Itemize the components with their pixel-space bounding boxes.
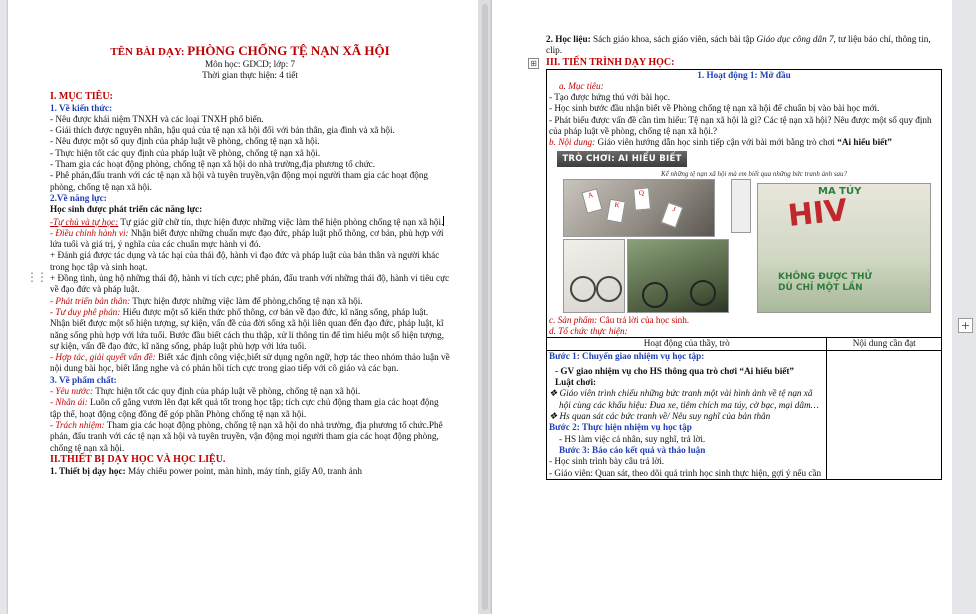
page-gap-scrollbar[interactable] [478, 0, 492, 614]
competence-item: - Hợp tác, giải quyết vấn đề: Biết xác định công việc,biết sử dụng ngôn ngữ, hợp tác theo nhóm thảo luận về nội dung bài học, biết lắng nghe và có phản hồi tích cực trong giao tiếp với cô giáo và các bạn. [50, 352, 450, 374]
knowledge-item: - Tham gia các hoạt động phòng, chống tệ nạn xã hội do nhà trường,địa phương tổ chức. [50, 159, 376, 170]
column-header-content: Nội dung cần đạt [827, 338, 942, 350]
hs-task: - HS làm việc cá nhân, suy nghĩ, trả lời. [559, 433, 706, 444]
banner-question: Kể những tệ nạn xã hội mà em biết qua những bức tranh ảnh sau? [661, 169, 848, 178]
subsection-competence: 2.Về năng lực: [50, 192, 107, 203]
rule-item: ❖ Hs quan sát các bức tranh về/ Nêu suy nghĩ của bản thân [549, 411, 771, 422]
step-2: Bước 2: Thực hiện nhiệm vụ học tập [549, 422, 692, 433]
lesson-title: TÊN BÀI DẠY: PHÒNG CHỐNG TỆ NẠN XÃ HỘI [110, 43, 390, 58]
section-objectives: I. MỤC TIÊU: [50, 90, 113, 102]
knowledge-item: - Giải thích được nguyên nhân, hậu quả của tệ nạn xã hội đối với bản thân, gia đình và xã hội. [50, 125, 395, 136]
page-2-content [546, 34, 942, 480]
competence-item: + Đồng tình, ủng hộ những thái độ, hành vi tích cực; phê phán, đấu tranh với những thái độ, hành vi tiêu cực về đạo đức và pháp luật. [50, 273, 450, 295]
activity-table [546, 69, 942, 480]
activity-cell [547, 69, 942, 338]
section-process: III. TIẾN TRÌNH DẠY HỌC: [546, 56, 675, 68]
equipment-item: 1. Thiết bị dạy học: Máy chiếu power point, màn hình, máy tính, giấy A0, tranh ảnh [50, 465, 362, 476]
step-3: Bước 3: Báo cáo kết quả và thảo luận [559, 444, 706, 455]
anti-drug-poster-image: MA TÚY HIV KHÔNG ĐƯỢC THỬ DÙ CHỈ MỘT LẦN [757, 183, 931, 313]
goal-item: - Phát biểu được vấn đề cần tìm hiểu: Tệ nạn xã hội là gì? Các tệ nạn xã hội? Nêu được một số quy định của pháp luật về phòng, chống tệ nạn xã hội.? [549, 114, 932, 137]
activity-steps-cell [547, 350, 827, 479]
page-1-content [50, 44, 450, 477]
cartoon-racing-image [563, 239, 625, 313]
cards-gambling-image: A K Q J [563, 179, 715, 237]
subsection-qualities: 3. Về phẩm chất: [50, 374, 117, 385]
card-fragment-image [731, 179, 751, 233]
quality-item: - Trách nhiệm: Tham gia các hoạt động phòng, chống tệ nạn xã hội do nhà trường, địa phương tổ chức.Phê phán, đấu tranh với các tệ nạn xã hội và tuyên truyền, vận động mọi người tham gia các hoạt động phòng, chống tệ nạn xã hội. [50, 419, 443, 453]
game-banner: TRÒ CHƠI: AI HIỂU BIẾT [557, 151, 687, 167]
knowledge-item: - Nêu được một số quy định của pháp luật về phòng, chống tệ nạn xã hội. [50, 136, 320, 147]
competence-heading: Học sinh được phát triển các năng lực: [50, 204, 203, 215]
document-page-2 [492, 0, 952, 614]
competence-item: -Tự chủ và tự học: Tự giác giữ chữ tín, thực hiện được những việc làm thể hiện phòng chống tệ nạn xã hội. [50, 216, 444, 227]
product-line: c. Sản phẩm: Câu trả lời của học sinh. [549, 314, 690, 325]
knowledge-item: - Nêu được khái niệm TNXH và các loại TNXH phổ biến. [50, 113, 264, 124]
right-margin-bar [952, 0, 976, 614]
implementation-label: d. Tổ chức thực hiện: [549, 325, 628, 336]
materials-line: 2. Học liệu: Sách giáo khoa, sách giáo viên, sách bài tập Giáo dục công dân 7, tư liệu báo chí, thông tin, clip. [546, 34, 931, 56]
quality-item: - Yêu nước: Thực hiện tốt các quy định của pháp luật về phòng, chống tệ nạn xã hội. [50, 386, 361, 397]
report-item: - Học sinh trình bày câu trả lời. [549, 456, 665, 467]
goal-label: a. Mục tiêu: [559, 80, 604, 91]
goal-item: - Học sinh bước đầu nhận biết về Phòng chống tệ nạn xã hội để chuẩn bị vào bài học mới. [549, 103, 880, 114]
quality-item: - Nhân ái: Luôn cố gắng vươn lên đạt kết quả tốt trong học tập; tích cực chủ động tham gia các hoạt động tập thể, hoạt động cộng đồng để góp phần Phòng chống tệ nạn xã hội. [50, 397, 439, 419]
subsection-knowledge: 1. Về kiến thức: [50, 102, 112, 113]
document-page-1 [8, 0, 478, 614]
knowledge-item: - Thực hiện tốt các quy định của pháp luật về phòng, chống tệ nạn xã hội. [50, 147, 321, 158]
report-item: - Giáo viên: Quan sát, theo dõi quá trình học sinh thực hiện, gợi ý nếu cần [549, 467, 822, 478]
table-move-handle-icon[interactable]: ⊞ [528, 58, 539, 69]
step-1: Bước 1: Chuyển giao nhiệm vụ học tập: [549, 350, 705, 361]
scrollbar-thumb[interactable] [482, 4, 488, 610]
drag-handle-icon[interactable]: ⋮⋮ [26, 270, 46, 284]
street-racing-image [627, 239, 729, 313]
competence-item: - Điều chỉnh hành vi: Nhận biết được những chuẩn mực đạo đức, pháp luật phổ thông, cơ bản, phù hợp với lứa tuổi và giá trị, ý nghĩa của các chuẩn mực hành vi đó. [50, 227, 444, 250]
text-cursor [443, 216, 444, 226]
add-icon[interactable]: + [958, 318, 973, 333]
competence-item: + Đánh giá được tác dụng và tác hại của thái độ, hành vi đạo đức và pháp luật của bản thân và người khác trong học tập và sinh hoạt. [50, 250, 440, 272]
subject-line: Môn học: GDCD; lớp: 7 [204, 59, 296, 69]
game-images [557, 151, 929, 313]
duration-line: Thời gian thực hiện: 4 tiết [202, 70, 298, 81]
competence-item: - Phát triển bản thân: Thực hiện được những việc làm để phòng,chống tệ nạn xã hội. [50, 295, 363, 306]
goal-item: - Tạo được hứng thú với bài học. [549, 92, 671, 103]
content-cell[interactable] [827, 350, 942, 479]
competence-item: - Tư duy phê phán: Hiểu được một số kiến thức phổ thông, cơ bản về đạo đức, kĩ năng sống, pháp luật. Nhận biết được một số hiện tượng, sự kiện, vấn đề của đời sống xã hội liên quan đến đạo đức, pháp luật, kĩ năng sống phù hợp với lứa tuổi. Bước đầu biết cách thu thập, xử lí thông tin để tìm hiểu một số hiện tượng, sự kiện, vấn đề đạo đức, kĩ năng sống, pháp luật phù hợp với lứa tuổi. [50, 306, 445, 351]
section-equipment: II.THIẾT BỊ DẠY HỌC VÀ HỌC LIỆU. [50, 453, 226, 465]
rule-item: ❖ Giáo viên trình chiếu những bức tranh một vài hình ảnh về tệ nạn xã hội cùng các khẩu hiệu: Đua xe, tiêm chích ma túy, cờ bạc, mại dâm… [549, 388, 819, 410]
rules-label: Luật chơi: [555, 377, 597, 388]
gv-task: - GV giao nhiệm vụ cho HS thông qua trò chơi “Ai hiểu biết” [555, 365, 794, 376]
content-line: b. Nội dung: Giáo viên hướng dẫn học sinh tiếp cận với bài mới bằng trò chơi “Ai hiểu biết” [549, 137, 892, 148]
knowledge-item: - Phê phán,đấu tranh với các tệ nạn xã hội và tuyên truyền,vận động mọi người tham gia các hoạt động phòng, chống tệ nạn xã hội. [50, 170, 429, 192]
column-header-activity: Hoạt động của thầy, trò [547, 338, 827, 350]
activity-title: 1. Hoạt động 1: Mở đầu [697, 69, 791, 80]
